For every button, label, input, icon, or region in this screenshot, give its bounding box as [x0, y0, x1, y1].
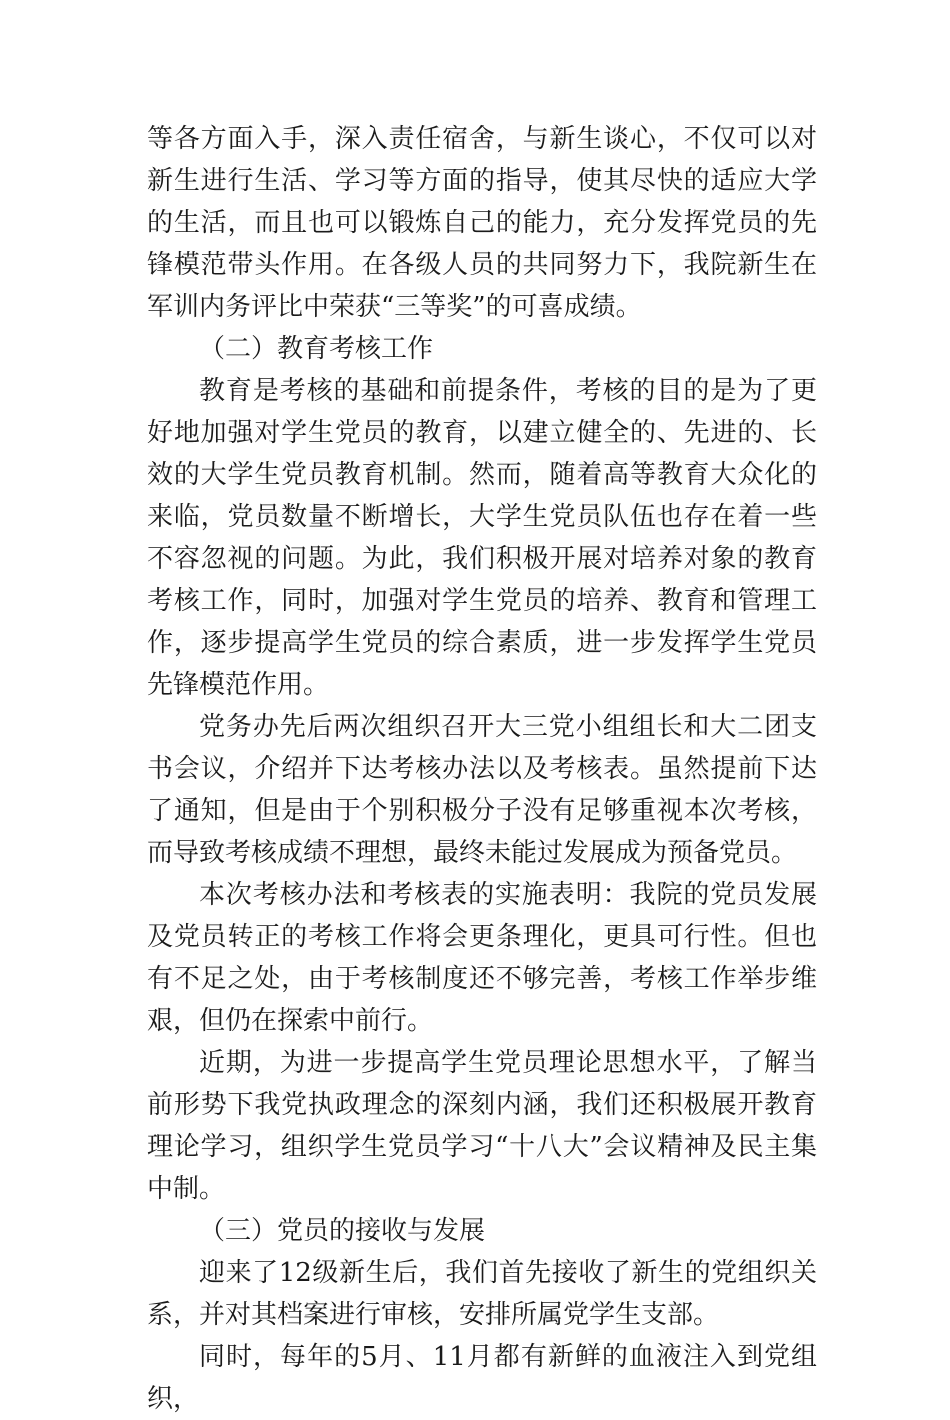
paragraph-party-office-meetings: 党务办先后两次组织召开大三党小组组长和大二团支书会议，介绍并下达考核办法以及考核表。虽然提前下达了通知，但是由于个别积极分子没有足够重视本次考核，而导致考核成绩不理想，最终未能过发展成为预备党员。 [147, 712, 817, 868]
paragraph-theory-study: 近期，为进一步提高学生党员理论思想水平，了解当前形势下我党执政理念的深刻内涵，我们还积极展开教育理论学习，组织学生党员学习“十八大”会议精神及民主集中制。 [147, 1048, 817, 1204]
paragraph-continuation: 等各方面入手，深入责任宿舍，与新生谈心，不仅可以对新生进行生活、学习等方面的指导，使其尽快的适应大学的生活，而且也可以锻炼自己的能力，充分发挥党员的先锋模范带头作用。在各级人员的共同努力下，我院新生在军训内务评比中荣获“三等奖”的可喜成绩。 [147, 124, 817, 322]
paragraph-new-members: 同时，每年的5月、11月都有新鲜的血液注入到党组织， [147, 1342, 817, 1414]
document-body [147, 118, 817, 1420]
paragraph-education-basis: 教育是考核的基础和前提条件，考核的目的是为了更好地加强对学生党员的教育，以建立健全的、先进的、长效的大学生党员教育机制。然而，随着高等教育大众化的来临，党员数量不断增长，大学生党员队伍也存在着一些不容忽视的问题。为此，我们积极开展对培养对象的教育考核工作，同时，加强对学生党员的培养、教育和管理工作，逐步提高学生党员的综合素质，进一步发挥学生党员先锋模范作用。 [147, 376, 817, 700]
paragraph-new-students: 迎来了12级新生后，我们首先接收了新生的党组织关系，并对其档案进行审核，安排所属党学生支部。 [147, 1258, 817, 1330]
section-heading-member-admission: （三）党员的接收与发展 [199, 1216, 486, 1246]
paragraph-assessment-results: 本次考核办法和考核表的实施表明：我院的党员发展及党员转正的考核工作将会更条理化，更具可行性。但也有不足之处，由于考核制度还不够完善，考核工作举步维艰，但仍在探索中前行。 [147, 880, 817, 1036]
section-heading-education-assessment: （二）教育考核工作 [199, 334, 434, 364]
